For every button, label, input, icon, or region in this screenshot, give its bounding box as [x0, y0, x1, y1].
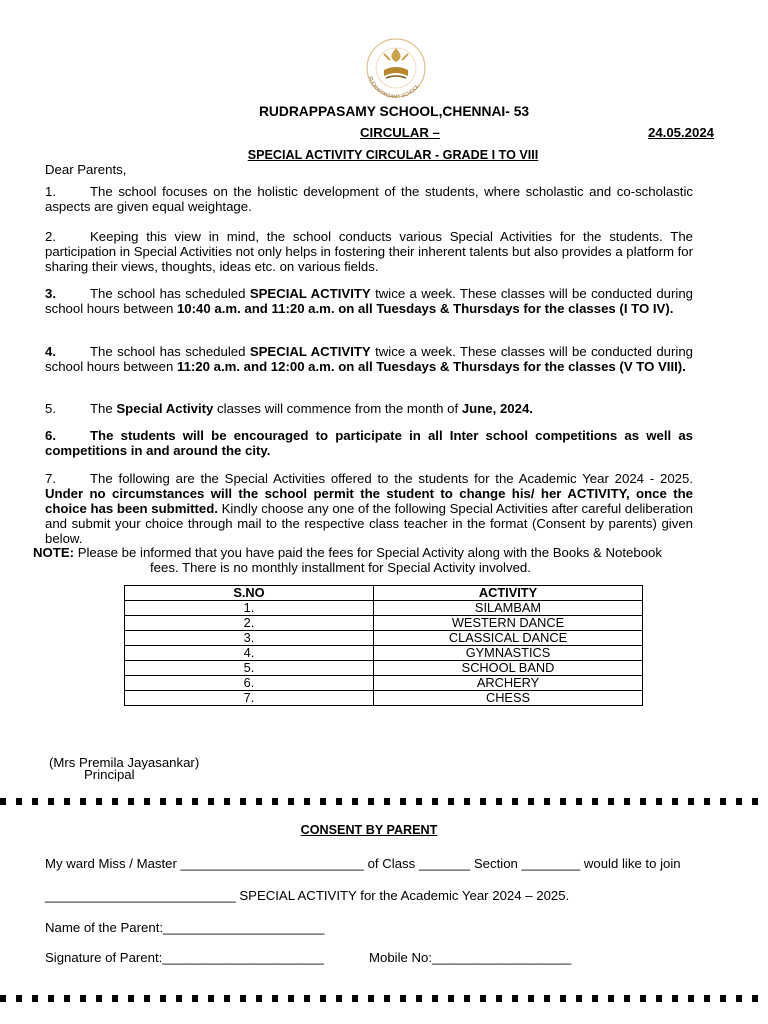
school-logo: [356, 36, 436, 100]
sno-cell: 5.: [125, 661, 374, 676]
sno-cell: 1.: [125, 601, 374, 616]
activity-cell: CLASSICAL DANCE: [374, 631, 643, 646]
signature-blank: _________: [257, 950, 324, 965]
paragraph-text: Keeping this view in mind, the school conducts various Special Activities for the students. The participation in Special Activities not only helps in fostering their inherent talents but also provides a platform for sharing their views, thoughts, ideas etc. on various fields.: [45, 229, 694, 274]
paragraph-5: [45, 401, 693, 416]
parent-name-field: Name of the Parent:______________________: [45, 920, 325, 935]
table-row: [125, 691, 643, 706]
paragraph-text: The school focuses on the holistic development of the students, where scholastic and co-scholastic aspects are given equal weightage.: [45, 184, 693, 214]
paragraph-emphasis: June, 2024.: [461, 401, 533, 416]
sno-cell: 4.: [125, 646, 374, 661]
paragraph-4: [45, 344, 693, 374]
signatory-designation: Principal: [84, 767, 135, 782]
circular-date: 24.05.2024: [648, 125, 715, 140]
paragraph-text: twice a week. These classes will be conducted during school hours between: [45, 286, 693, 316]
sno-cell: 6.: [125, 676, 374, 691]
activity-table: [124, 585, 643, 706]
paragraph-schedule: 10:40 a.m. and 11:20 a.m. on all Tuesdays & Thursdays for the classes (I TO IV).: [176, 301, 674, 316]
paragraph-number: 7.: [45, 471, 56, 486]
parent-signature-field: [45, 950, 324, 965]
paragraph-emphasis: SPECIAL ACTIVITY: [249, 344, 371, 359]
note-text-continued: fees. There is no monthly installment for Special Activity involved.: [150, 560, 531, 575]
paragraph-text: twice a week. These classes will be conducted during school hours between: [45, 344, 693, 374]
paragraph-number: 5.: [45, 401, 56, 416]
paragraph-emphasis: SPECIAL ACTIVITY: [249, 286, 371, 301]
paragraph-number: 6.: [45, 428, 56, 443]
paragraph-schedule: 11:20 a.m. and 12:00 a.m. on all Tuesdays & Thursdays for the classes (V TO VIII).: [176, 359, 686, 374]
table-row: [125, 616, 643, 631]
signatory-name: (Mrs Premila Jayasankar): [49, 755, 200, 770]
column-header-sno: S.NO: [125, 586, 374, 601]
table-row: [125, 631, 643, 646]
paragraph-text: The following are the Special Activities offered to the students for the Academic Year 2024 - 2025.: [90, 471, 693, 486]
paragraph-text: The school has scheduled: [90, 286, 250, 301]
column-header-activity: ACTIVITY: [374, 586, 643, 601]
fees-note: [33, 545, 695, 575]
activity-cell: CHESS: [374, 691, 643, 706]
sno-cell: 7.: [125, 691, 374, 706]
activity-cell: GYMNASTICS: [374, 646, 643, 661]
paragraph-emphasis: Special Activity: [116, 401, 214, 416]
school-title: RUDRAPPASAMY SCHOOL,CHENNAI- 53: [258, 104, 530, 119]
table-row: [125, 661, 643, 676]
paragraph-text: classes will commence from the month of: [213, 401, 462, 416]
table-row: [125, 601, 643, 616]
table-header-row: [125, 586, 643, 601]
mobile-blank: ________________: [454, 950, 572, 965]
paragraph-2: [45, 229, 693, 274]
table-row: [125, 646, 643, 661]
consent-title: CONSENT BY PARENT: [300, 823, 438, 837]
circular-label: CIRCULAR –: [360, 125, 440, 140]
sno-cell: 2.: [125, 616, 374, 631]
paragraph-number: 3.: [45, 286, 56, 301]
paragraph-number: 2.: [45, 229, 56, 244]
paragraph-3: [45, 286, 693, 316]
mobile-label: Mobile No:___: [369, 950, 455, 965]
paragraph-text: The: [90, 401, 117, 416]
paragraph-text: The students will be encouraged to participate in all Inter school competitions as well as competitions in and around the city.: [45, 428, 693, 458]
logo-text: RUDRAPPASAMY SCHOOL: [366, 75, 421, 100]
paragraph-text: Kindly choose any one of the following Special Activities after careful deliberation and submit your choice through mail to the respective class teacher in the format (Consent by parents) given below.: [45, 501, 693, 546]
paragraph-1: [45, 184, 693, 214]
consent-ward-line: My ward Miss / Master _________________________ of Class _______ Section ________ would like to join: [45, 856, 681, 871]
activity-cell: SCHOOL BAND: [374, 661, 643, 676]
mobile-number-field: [369, 950, 571, 965]
cut-line-bottom: [0, 995, 768, 1002]
consent-activity-line: __________________________ SPECIAL ACTIVITY for the Academic Year 2024 – 2025.: [45, 888, 570, 903]
table-row: [125, 676, 643, 691]
paragraph-text: The school has scheduled: [90, 344, 250, 359]
activity-cell: WESTERN DANCE: [374, 616, 643, 631]
paragraph-7: [45, 471, 693, 546]
signature-label: Signature of Parent:_____________: [45, 950, 258, 965]
sno-cell: 3.: [125, 631, 374, 646]
salutation: Dear Parents,: [45, 162, 127, 177]
cut-line-top: [0, 798, 768, 805]
note-text: Please be informed that you have paid the fees for Special Activity along with the Books & Notebook: [74, 545, 662, 560]
paragraph-number: 4.: [45, 344, 56, 359]
note-label: NOTE:: [33, 545, 75, 560]
activity-cell: SILAMBAM: [374, 601, 643, 616]
paragraph-number: 1.: [45, 184, 56, 199]
paragraph-6: [45, 428, 693, 458]
activity-cell: ARCHERY: [374, 676, 643, 691]
circular-subject: SPECIAL ACTIVITY CIRCULAR - GRADE I TO VIII: [247, 148, 539, 162]
paragraph-warning: Under no circumstances will the school permit the student to change his/ her ACTIVITY, once the choice has been submitted.: [45, 486, 693, 516]
